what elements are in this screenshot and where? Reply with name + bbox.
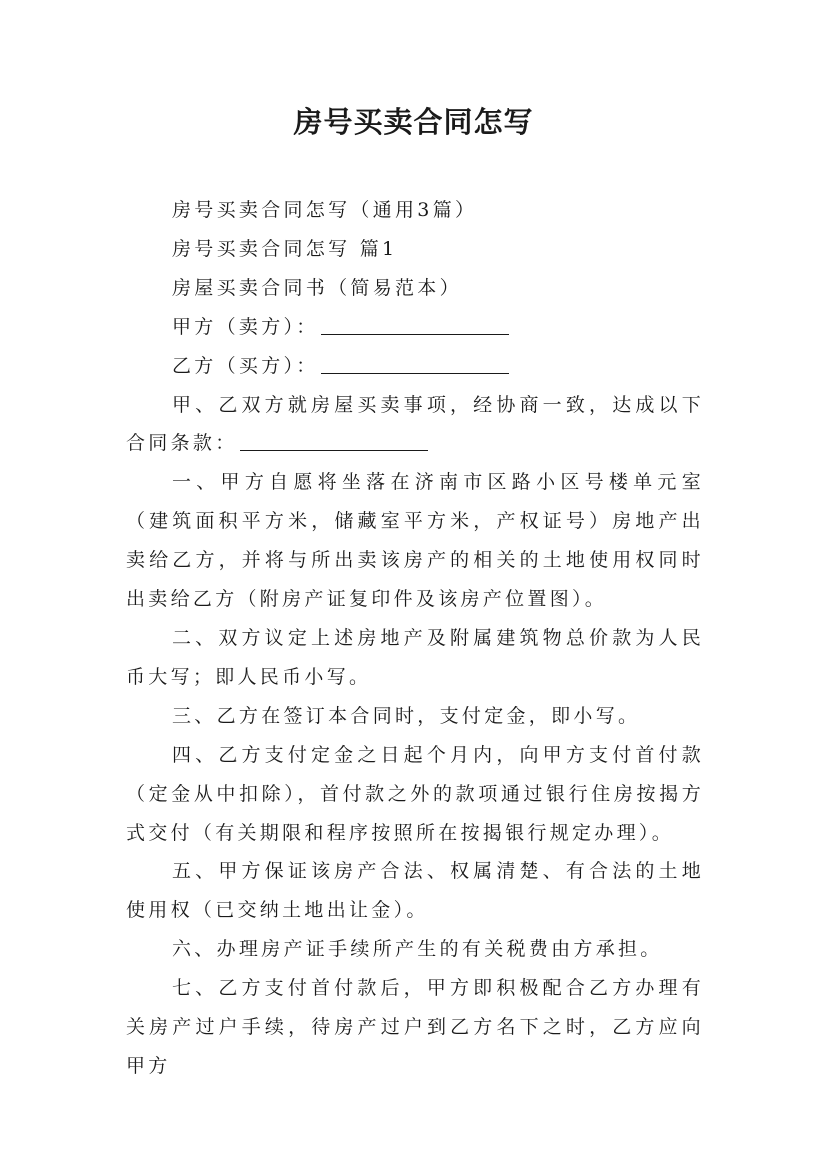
party-b-label: 乙方（买方）：: [172, 354, 319, 377]
clause-5: 五、甲方保证该房产合法、权属清楚、有合法的土地使用权（已交纳土地出让金）。: [126, 860, 704, 922]
document-title: 房号买卖合同怎写: [293, 105, 534, 139]
party-a-label: 甲方（卖方）：: [172, 315, 319, 338]
party-b-blank: [321, 349, 509, 374]
party-a-blank: [321, 310, 509, 335]
clause-7: 七、乙方支付首付款后，甲方即积极配合乙方办理有关房产过户手续，待房产过户到乙方名下之时，乙方应向甲方: [126, 977, 704, 1077]
clause-6: 六、办理房产证手续所产生的有关税费由方承担。: [172, 938, 663, 961]
agreement-intro: 甲、乙双方就房屋买卖事项，经协商一致，达成以下合同条款：: [126, 393, 704, 455]
clause-4: 四、乙方支付定金之日起个月内，向甲方支付首付款（定金从中扣除），首付款之外的款项通过银行住房按揭方式交付（有关期限和程序按照所在按揭银行规定办理）。: [126, 743, 704, 844]
section-heading: 房号买卖合同怎写 篇1: [172, 237, 398, 260]
contract-title: 房屋买卖合同书（简易范本）: [172, 276, 462, 299]
agreement-intro-line: [126, 386, 704, 464]
clause-1: 一、甲方自愿将坐落在济南市区路小区号楼单元室（建筑面积平方米，储藏室平方米，产权证号）房地产出卖给乙方，并将与所出卖该房产的相关的土地使用权同时出卖给乙方（附房产证复印件及该房产位置图）。: [126, 471, 704, 611]
agreement-blank: [240, 426, 428, 451]
clause-2: 二、双方议定上述房地产及附属建筑物总价款为人民币大写；即人民币小写。: [126, 626, 704, 688]
party-b-line: [126, 347, 704, 386]
clause-3: 三、乙方在签订本合同时，支付定金，即小写。: [172, 704, 641, 727]
party-a-line: [126, 308, 704, 347]
intro-line: 房号买卖合同怎写（通用3篇）: [172, 199, 478, 221]
document-body: [126, 191, 704, 1086]
